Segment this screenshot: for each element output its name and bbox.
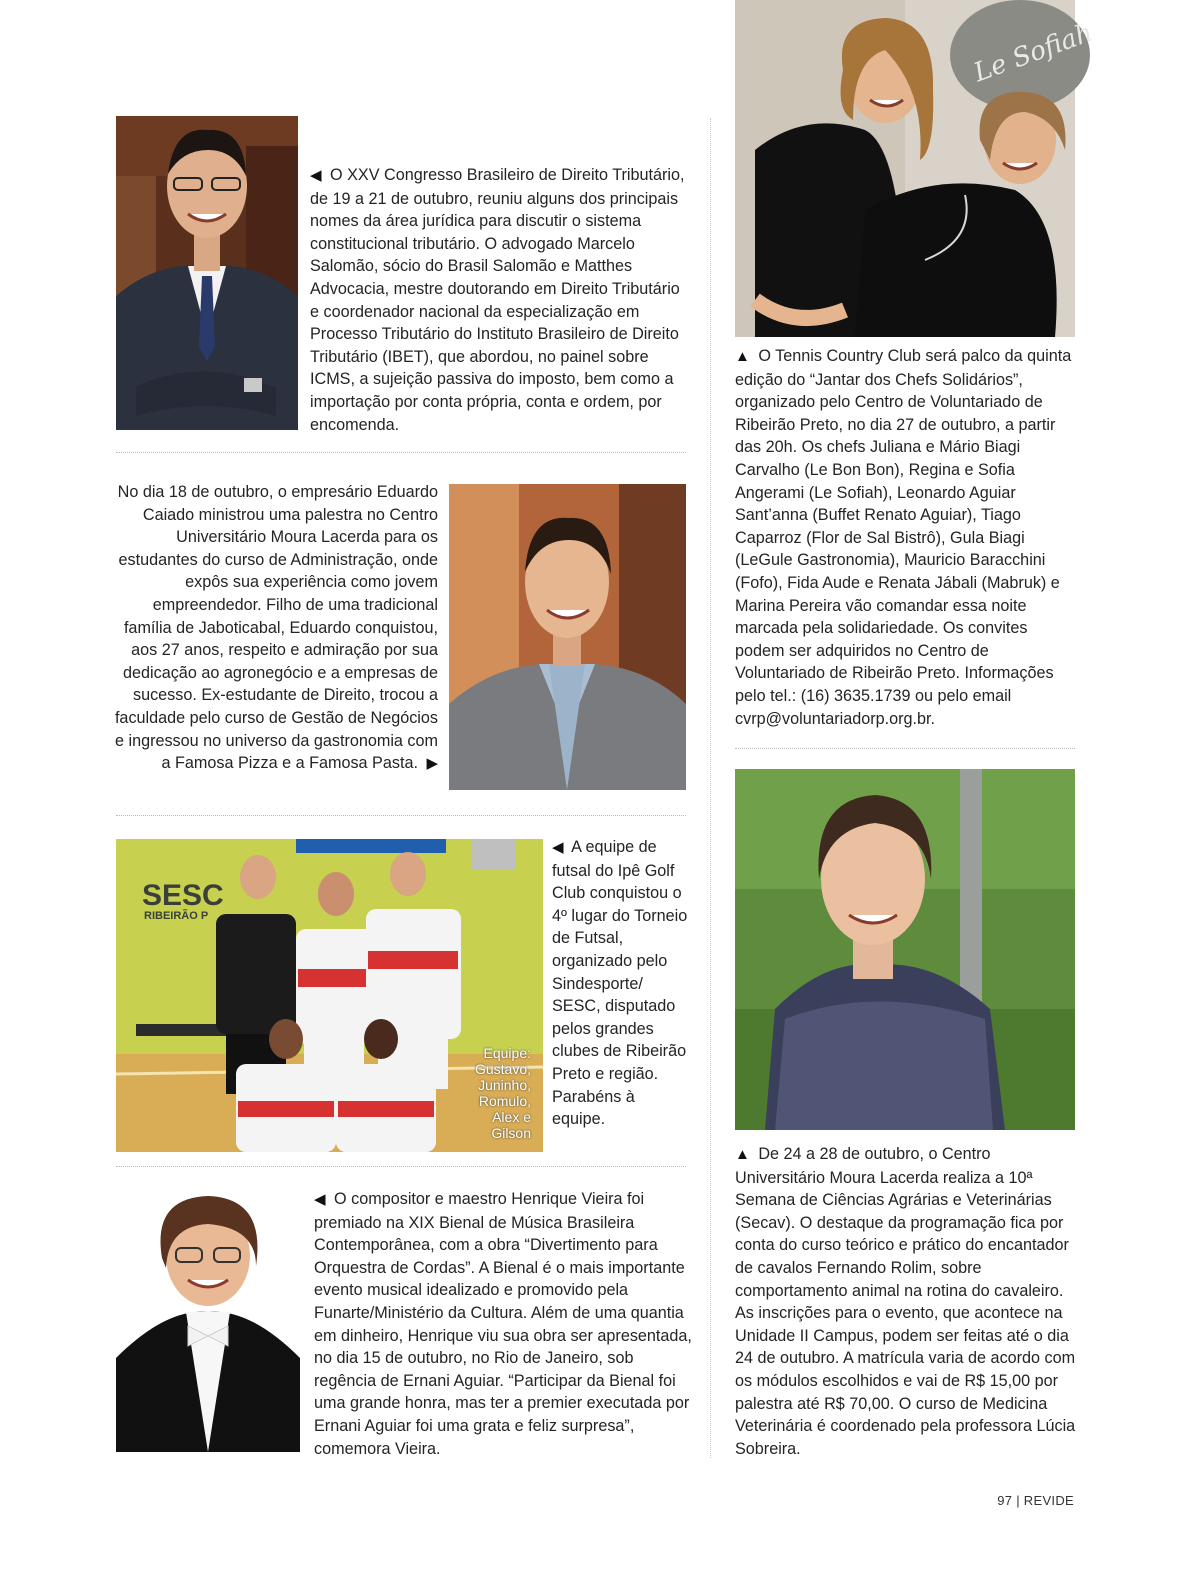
restaurant-sign: Le Sofiah <box>970 17 1097 89</box>
arrow-left-icon: ◀ <box>310 167 322 184</box>
page-number: 97 <box>997 1493 1013 1508</box>
photo-futsal-team <box>116 839 543 1152</box>
photo-eduardo-caiado <box>449 484 686 790</box>
article-empresario <box>112 481 438 776</box>
article-congresso-text: O XXV Congresso Brasileiro de Direito Tributário, de 19 a 21 de outubro, reuniu alguns dos principais nomes da área jurídica para discutir o sistema constitucional tributário. O advogado Marcelo Salomão, sócio do Brasil Salomão e Matthes Advocacia, mestre doutorando em Direito Tributário e coordenador nacional da especialização em Processo Tributário do Instituto Brasileiro de Direito Tributário (IBET), que abordou, no painel sobre ICMS, a sujeição passiva do imposto, bem como a importação por conta própria, conta e ordem, por encomenda. <box>310 166 685 434</box>
article-futsal <box>552 836 688 1131</box>
photo-marcelo-salomao <box>116 116 298 430</box>
article-futsal-text: A equipe de futsal do Ipê Golf Club conquistou o 4º lugar do Torneio de Futsal, organizado pelo Sindesporte/ SESC, disputado pelos grandes clubes de Ribeirão Preto e região. Parabéns à equipe. <box>552 838 688 1129</box>
photo-caption: Equipe: Gustavo, Juninho, Romulo, Alex e Gilson <box>474 1045 531 1141</box>
photo-henrique-vieira <box>116 1188 300 1452</box>
article-empresario-text: No dia 18 de outubro, o empresário Eduardo Caiado ministrou uma palestra no Centro Universitário Moura Lacerda para os estudantes do curso de Administração, onde expôs sua experiência como jovem empreendedor. Filho de uma tradicional família de Jaboticabal, Eduardo conquistou, aos 27 anos, respeito e admiração por sua dedicação ao agronegócio e a empresas de sucesso. Ex-estudante de Direito, trocou a faculdade pelo curso de Gestão de Negócios e ingressou no universo da gastronomia com a Famosa Pizza e a Famosa Pasta. <box>114 483 438 773</box>
divider <box>116 815 686 816</box>
article-congresso <box>310 164 690 436</box>
article-jantar <box>735 345 1080 730</box>
article-jantar-text: O Tennis Country Club será palco da quinta edição do “Jantar dos Chefs Solidários”, organizado pelo Centro de Voluntariado de Ribeirão Preto, no dia 27 de outubro, a partir das 20h. Os chefs Juliana e Mário Biagi Carvalho (Le Bon Bon), Regina e Sofia Angerami (Le Sofiah), Leonardo Aguiar Sant’anna (Buffet Renato Aguiar), Tiago Caparroz (Flor de Sal Bistrô), Gula Biagi (LeGule Gastronomia), Mauricio Baracchini (Fofo), Fida Aude e Renata Jábali (Mabruk) e Marina Pereira vão comandar essa noite marcada pela solidariedade. Os convites podem ser adquiridos no Centro de Voluntariado de Ribeirão Preto. Informações pelo tel.: (16) 3635.1739 ou pelo email cvrp@voluntariadorp.org.br. <box>735 347 1072 728</box>
article-bienal <box>314 1188 694 1460</box>
page-folio <box>997 1493 1074 1508</box>
arrow-up-icon: ▲ <box>735 1146 750 1163</box>
arrow-right-icon: ▶ <box>426 755 438 773</box>
photo-lucia-sobreira <box>735 769 1075 1130</box>
gym-sign-sub: RIBEIRÃO P <box>144 910 209 922</box>
article-secav-text: De 24 a 28 de outubro, o Centro Universitário Moura Lacerda realiza a 10ª Semana de Ciências Agrárias e Veterinárias (Secav). O destaque da programação fica por conta do curso teórico e prático do encantador de cavalos Fernando Rolim, sobre comportamento animal na rotina do cavaleiro. As inscrições para o evento, que acontece na Unidade II Campus, podem ser feitas até o dia 24 de outubro. A matrícula varia de acordo com os módulos escolhidos e vai de R$ 15,00 por palestra até R$ 70,00. O curso de Medicina Veterinária é coordenado pela professora Lúcia Sobreira. <box>735 1145 1076 1458</box>
divider <box>116 1166 686 1167</box>
divider <box>116 452 686 453</box>
photo-chefs-regina-sofia <box>735 0 1097 337</box>
magazine-name: REVIDE <box>1023 1493 1074 1508</box>
arrow-up-icon: ▲ <box>735 348 750 365</box>
arrow-left-icon: ◀ <box>552 839 564 856</box>
divider <box>735 748 1075 749</box>
article-secav <box>735 1143 1080 1460</box>
gym-sign: SESC <box>142 879 224 912</box>
folio-separator: | <box>1016 1493 1020 1508</box>
column-separator <box>710 118 711 1458</box>
arrow-left-icon: ◀ <box>314 1191 326 1208</box>
article-bienal-text: O compositor e maestro Henrique Vieira foi premiado na XIX Bienal de Música Brasileira Contemporânea, com a obra “Divertimento para Orquestra de Cordas”. A Bienal é o mais importante evento musical idealizado e promovido pela Funarte/Ministério da Cultura. Além de uma quantia em dinheiro, Henrique viu sua obra ser apresentada, no dia 15 de outubro, no Rio de Janeiro, sob regência de Ernani Aguiar. “Participar da Bienal foi uma grande honra, mas ter a premier executada por Ernani Aguiar foi uma grata e feliz surpresa”, comemora Vieira. <box>314 1190 692 1458</box>
